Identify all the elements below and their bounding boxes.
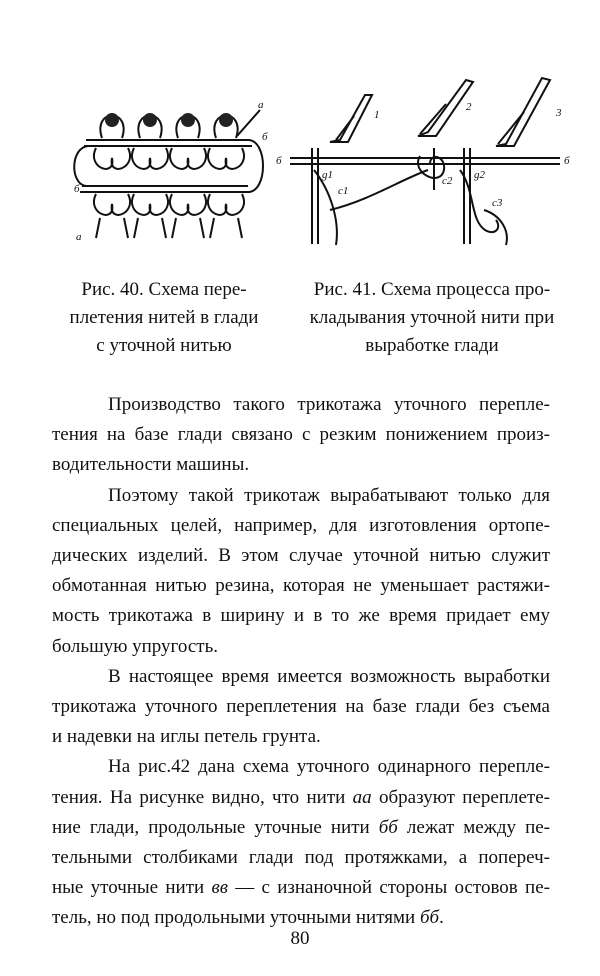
text-line: специальных целей, например, для изготовления ортопе- bbox=[52, 514, 550, 536]
caption-line: плетения нитей в глади bbox=[69, 307, 259, 328]
fig40-label-a-bottom: а bbox=[76, 231, 82, 243]
fig41-label-2: 2 bbox=[466, 101, 472, 113]
figure-40-knit-diagram bbox=[72, 88, 272, 248]
fig40-label-a-top: а bbox=[258, 99, 264, 111]
fig41-label-c3: c3 bbox=[492, 197, 503, 209]
text-line: тельными столбиками глади под протяжками, а попереч- bbox=[52, 847, 550, 869]
text-line bbox=[52, 813, 550, 843]
figure-40-caption bbox=[58, 276, 270, 360]
figure-41-weft-laying-diagram bbox=[270, 60, 580, 260]
paragraph-3 bbox=[52, 662, 550, 753]
thread-label-bb: бб bbox=[378, 816, 398, 838]
caption-line: Рис. 41. Схема процесса про- bbox=[313, 279, 551, 300]
text-line: Поэтому такой трикотаж вырабатывают только для bbox=[108, 484, 550, 506]
fig41-label-c2: c2 bbox=[442, 175, 453, 187]
caption-line: выработке глади bbox=[365, 335, 499, 356]
text-run: образуют переплете- bbox=[371, 786, 550, 808]
thread-label-bb: бб bbox=[419, 907, 440, 929]
fig40-label-b-right: б bbox=[262, 131, 268, 143]
caption-line: кладывания уточной нити при bbox=[309, 307, 555, 328]
text-line: мость трикотажа в ширину и в то же время придает ему bbox=[52, 605, 550, 627]
text-run: — с изнаночной стороны остовов пе- bbox=[227, 877, 550, 899]
fig41-needles bbox=[330, 78, 550, 146]
text-run: ние глади, продольные уточные нити bbox=[52, 816, 379, 838]
fig41-label-g1: g1 bbox=[322, 169, 333, 181]
fig41-label-1: 1 bbox=[374, 109, 380, 121]
text-run: тель, но под продольными уточными нитями bbox=[52, 907, 420, 929]
paragraph-1 bbox=[52, 390, 550, 481]
body-text bbox=[52, 390, 550, 934]
text-line: дических изделий. В этом случае уточной нитью служит bbox=[52, 545, 550, 567]
fig40-top-loops bbox=[100, 116, 237, 139]
text-line: Производство такого трикотажа уточного перепле- bbox=[108, 394, 550, 415]
text-line: В настоящее время имеется возможность выработки bbox=[108, 665, 550, 687]
fig41-label-c1: c1 bbox=[338, 185, 349, 197]
caption-line: Рис. 40. Схема пере- bbox=[81, 279, 247, 300]
text-line: На рис.42 дана схема уточного одинарного перепле- bbox=[108, 756, 550, 778]
text-run: тения. На рисунке видно, что нити bbox=[52, 786, 353, 808]
fig41-label-3: 3 bbox=[556, 107, 562, 119]
text-line: большую упругость. bbox=[52, 635, 218, 657]
thread-label-vv: вв bbox=[211, 877, 228, 899]
text-line: водительности машины. bbox=[52, 454, 250, 476]
text-line: обмотанная нитью резина, которая не уменьшает растяжи- bbox=[52, 575, 550, 597]
fig41-bar bbox=[290, 158, 560, 164]
fig41-label-g2: g2 bbox=[474, 169, 485, 181]
text-line bbox=[52, 873, 550, 903]
text-line bbox=[52, 783, 550, 813]
text-line: трикотажа уточного переплетения на базе глади без съема bbox=[52, 696, 550, 718]
fig40-label-b-left: б bbox=[74, 183, 80, 195]
page-number: 80 bbox=[290, 928, 310, 949]
text-run: . bbox=[439, 907, 444, 929]
figure-41-caption bbox=[282, 276, 582, 360]
caption-line: с уточной нитью bbox=[96, 335, 232, 356]
paragraph-4 bbox=[52, 752, 550, 933]
text-line: тения на базе глади связано с резким понижением произ- bbox=[52, 424, 550, 446]
text-run: лежат между пе- bbox=[397, 816, 551, 838]
text-run: ные уточные нити bbox=[52, 877, 212, 899]
paragraph-2 bbox=[52, 481, 550, 662]
fig41-label-b-left: б bbox=[276, 155, 282, 167]
fig41-label-b-right: б bbox=[564, 155, 570, 167]
thread-label-aa: аа bbox=[352, 786, 372, 808]
text-line: и надевки на иглы петель грунта. bbox=[52, 726, 321, 748]
